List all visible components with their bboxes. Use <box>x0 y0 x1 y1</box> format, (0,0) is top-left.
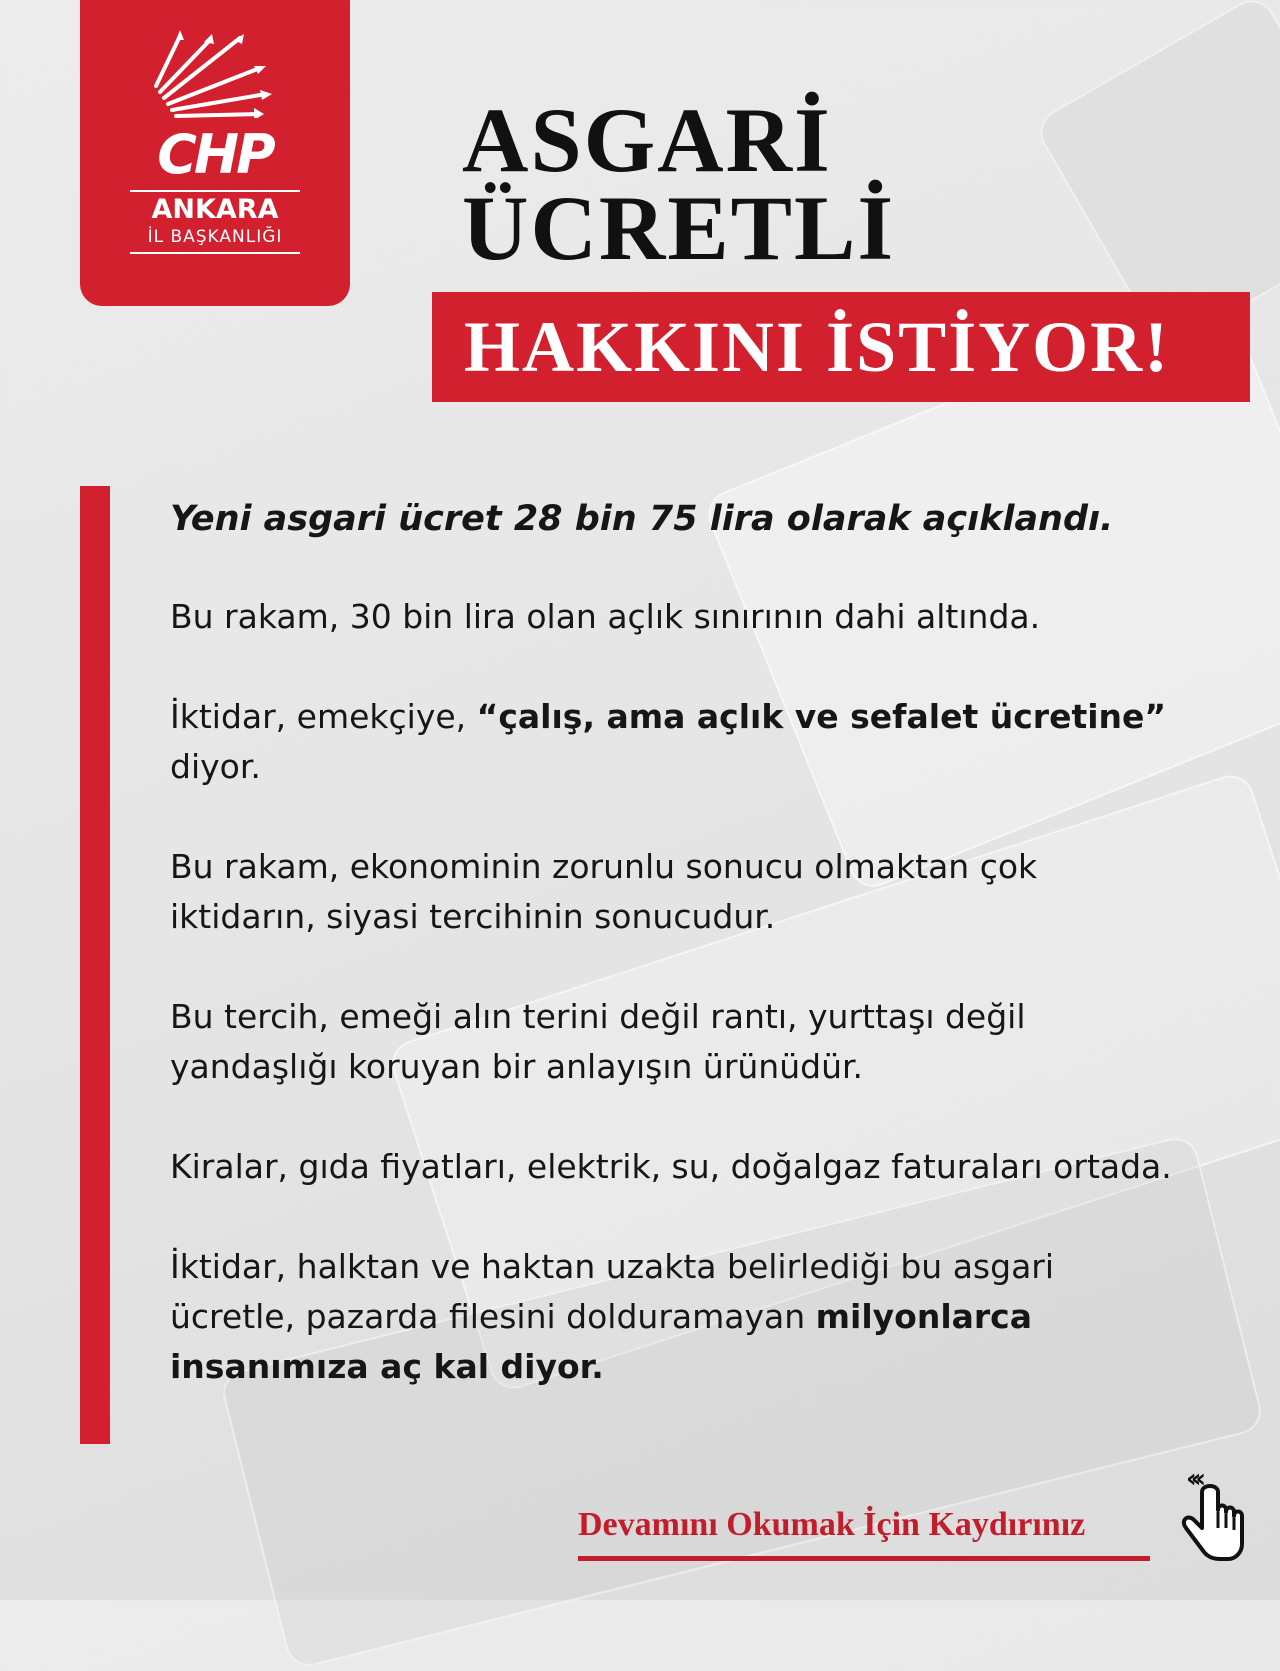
headline-line-2: ÜCRETLİ <box>462 177 896 279</box>
chevrons-left-icon: ‹‹‹ <box>1186 1464 1201 1494</box>
logo-city: ANKARA <box>151 194 279 225</box>
paragraph: Bu rakam, 30 bin lira olan açlık sınırının dahi altında. <box>170 597 1041 636</box>
logo-office: İL BAŞKANLIĞI <box>147 227 283 247</box>
logo-divider <box>130 252 300 254</box>
swipe-prompt[interactable]: Devamını Okumak İçin Kaydırınız <box>578 1506 1086 1543</box>
paragraph <box>170 1242 1180 1392</box>
paragraph: Bu tercih, emeği alın terini değil rantı, yurttaşı değil yandaşlığı koruyan bir anlayışın ürünüdür. <box>170 997 1026 1086</box>
headline-line-1: ASGARİ <box>462 89 832 191</box>
emphasis-text: milyonlarca insanımıza aç kal diyor. <box>170 1297 1033 1386</box>
headline-banner <box>432 292 1250 402</box>
statement-text <box>170 494 1180 1442</box>
paragraph: Bu rakam, ekonominin zorunlu sonucu olmaktan çok iktidarın, siyasi tercihinin sonucudur. <box>170 847 1038 936</box>
paragraph <box>170 692 1180 792</box>
torch-arrows-icon <box>150 28 280 118</box>
paragraph-text: İktidar, emekçiye, <box>170 697 477 736</box>
logo-brand: CHP <box>157 123 273 186</box>
swipe-prompt-underline <box>578 1556 1150 1561</box>
paragraph: Kiralar, gıda fiyatları, elektrik, su, doğalgaz faturaları ortada. <box>170 1147 1172 1186</box>
emphasis-quote: “çalış, ama açlık ve sefalet ücretine” <box>476 697 1167 736</box>
banner-text: HAKKINI İSTİYOR! <box>464 307 1171 387</box>
logo-divider <box>130 190 300 192</box>
accent-bar <box>80 486 110 1444</box>
chp-logo <box>80 0 350 306</box>
headline <box>462 89 896 279</box>
paragraph-text: diyor. <box>170 747 261 786</box>
lead-paragraph: Yeni asgari ücret 28 bin 75 lira olarak açıklandı. <box>170 499 1114 539</box>
paragraph-text: İktidar, halktan ve haktan uzakta belirlediği bu asgari ücretle, pazarda filesini dolduramayan <box>170 1247 1055 1336</box>
swipe-hand-icon[interactable] <box>1176 1462 1246 1562</box>
